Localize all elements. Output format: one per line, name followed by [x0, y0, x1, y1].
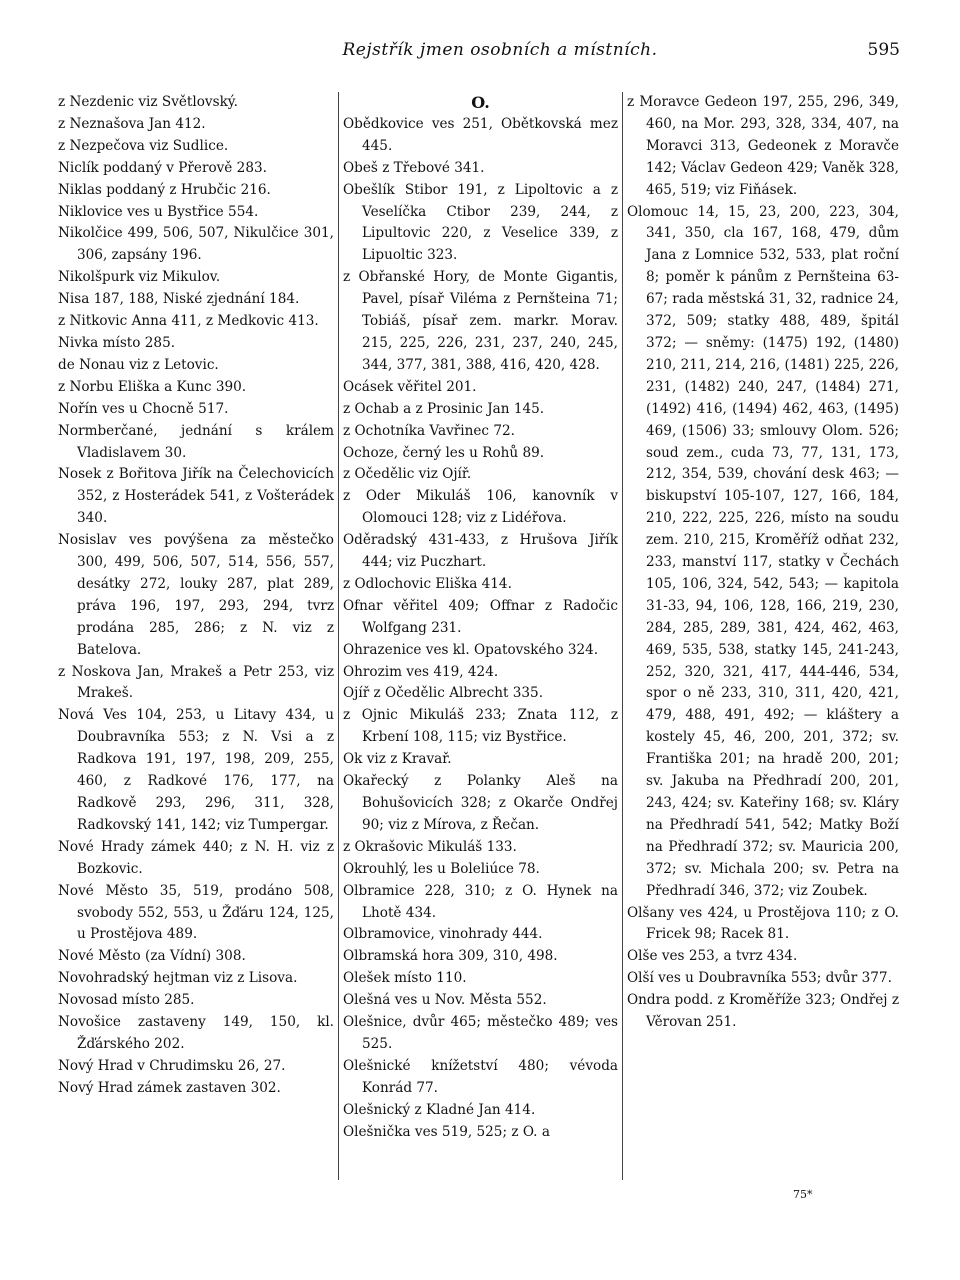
index-column-1: [58, 92, 334, 1100]
index-entry: Niclík poddaný v Přerově 283.: [58, 159, 267, 176]
index-entry: Oděradský 431-433, z Hrušova Jiřík 444; viz Puczhart.: [343, 532, 618, 571]
index-entry: Nové Hrady zámek 440; z N. H. viz z Bozkovic.: [58, 838, 334, 877]
index-entry: Ondra podd. z Kroměříže 323; Ondřej z Věrovan 251.: [627, 992, 899, 1031]
index-entry: Nivka místo 285.: [58, 334, 176, 351]
index-entry: Olešná ves u Nov. Města 552.: [343, 992, 547, 1009]
index-entry: Nový Hrad zámek zastaven 302.: [58, 1079, 281, 1096]
index-column-3: [627, 92, 899, 1034]
index-entry: Obešlík Stibor 191, z Lipoltovic a z Veselíčka Ctibor 239, 244, z Lipultovic 220, z Veselice 339, z Lipuoltic 323.: [343, 181, 618, 264]
index-entry: z Odlochovic Eliška 414.: [343, 575, 512, 592]
column-divider: [622, 92, 623, 1180]
index-entry: z Neznašova Jan 412.: [58, 115, 206, 132]
index-entry: Olešnice, dvůr 465; městečko 489; ves 525.: [343, 1014, 618, 1052]
index-entry: Nořín ves u Chocně 517.: [58, 400, 229, 417]
index-entry: Ocásek věřitel 201.: [343, 378, 477, 395]
index-entry: Olešnický z Kladné Jan 414.: [343, 1101, 536, 1118]
page-number: 595: [867, 40, 900, 60]
index-entry: Olší ves u Doubravníka 553; dvůr 377.: [627, 970, 892, 987]
index-column-2-entries: [343, 114, 618, 1144]
index-entry: Nové Město (za Vídní) 308.: [58, 948, 246, 965]
index-entry: Olšany ves 424, u Prostějova 110; z O. Fricek 98; Racek 81.: [627, 904, 899, 943]
index-entry: Olše ves 253, a tvrz 434.: [627, 948, 798, 965]
index-entry: de Nonau viz z Letovic.: [58, 356, 219, 373]
index-entry: Ohrozim ves 419, 424.: [343, 663, 499, 680]
index-entry: Ochoze, černý les u Rohů 89.: [343, 444, 545, 461]
index-entry: z Oder Mikuláš 106, kanovník v Olomouci 128; viz z Lidéřova.: [343, 488, 618, 527]
signature-mark: 75*: [793, 1188, 813, 1201]
index-entry: z Norbu Eliška a Kunc 390.: [58, 378, 247, 395]
index-entry: z Ojnic Mikuláš 233; Znata 112, z Krbení 108, 115; viz Bystřice.: [343, 707, 618, 746]
index-entry: z Nezpečova viz Sudlice.: [58, 137, 229, 154]
index-entry: Ofnar věřitel 409; Offnar z Radočic Wolfgang 231.: [343, 597, 618, 636]
index-entry: Olbramice 228, 310; z O. Hynek na Lhotě 434.: [343, 882, 618, 921]
index-entry: Ohrazenice ves kl. Opatovského 324.: [343, 641, 599, 658]
section-letter: O.: [471, 93, 490, 112]
index-entry: Ojíř z Očedělic Albrecht 335.: [343, 685, 544, 702]
index-entry: z Nezdenic viz Světlovský.: [58, 94, 238, 110]
index-entry: Niklovice ves u Bystřice 554.: [58, 203, 259, 220]
index-entry: z Obřanské Hory, de Monte Gigantis, Pavel, písař Viléma z Pernšteina 71; Tobiáš, písař zem. markr. Morav. 215, 225, 226, 231, 237, 240, 245, 344, 377, 381, 388, 416, 420, 428.: [343, 269, 618, 373]
index-entry: Nosislav ves povýšena za městečko 300, 499, 506, 507, 514, 556, 557, desátky 272, louky 287, plat 289, práva 196, 197, 293, 294, tvrz prodána 285, 286; z N. viz z Batelova.: [58, 532, 334, 658]
running-header: [0, 40, 960, 70]
index-entry: Nosek z Bořitova Jiřík na Čelechovicích 352, z Hosterádek 541, z Vošterádek 340.: [58, 466, 334, 527]
index-entry: Nové Město 35, 519, prodáno 508, svobody 552, 553, u Žďáru 124, 125, u Prostějova 489.: [58, 882, 334, 943]
index-entry: Obeš z Třebové 341.: [343, 159, 485, 176]
index-entry: z Nitkovic Anna 411, z Medkovic 413.: [58, 313, 319, 330]
header-title: Rejstřík jmen osobních a místních.: [342, 40, 658, 60]
index-entry: z Moravce Gedeon 197, 255, 296, 349, 460, na Mor. 293, 328, 334, 407, na Moravci 313, Gedeonek z Moravče 142; Václav Gedeon 429; Vaněk 328, 465, 519; viz Fiňásek.: [627, 94, 899, 198]
index-column-2: [343, 92, 618, 1144]
column-divider: [338, 92, 339, 1180]
index-entry: Nová Ves 104, 253, u Litavy 434, u Doubravníka 553; z N. Vsi a z Radkova 191, 197, 198, 209, 255, 460, z Radkové 176, 177, na Radkově 293, 296, 311, 328, Radkovský 141, 142; viz Tumpergar.: [58, 707, 334, 833]
index-entry: Olbramovice, vinohrady 444.: [343, 926, 543, 943]
index-entry: Olešek místo 110.: [343, 970, 467, 987]
index-entry: Olešnické knížetství 480; vévoda Konrád 77.: [343, 1057, 618, 1096]
index-entry: Novohradský hejtman viz z Lisova.: [58, 970, 298, 987]
index-entry: Okrouhlý, les u Boleliúce 78.: [343, 860, 540, 877]
index-entry: Niklas poddaný z Hrubčic 216.: [58, 181, 271, 198]
index-entry: z Okrašovic Mikuláš 133.: [343, 838, 517, 855]
index-entry: z Ochotníka Vavřinec 72.: [343, 422, 515, 439]
index-entry: Novošice zastaveny 149, 150, kl. Žďárského 202.: [58, 1014, 334, 1052]
index-entry: Normberčané, jednání s králem Vladislavem 30.: [58, 422, 334, 461]
index-entry: Novosad místo 285.: [58, 992, 195, 1009]
index-entry: Nikolčice 499, 506, 507, Nikulčice 301, 306, zapsány 196.: [58, 225, 334, 264]
index-entry: Nikolšpurk viz Mikulov.: [58, 269, 221, 286]
index-entry: Ok viz z Kravař.: [343, 751, 452, 768]
index-entry: Nový Hrad v Chrudimsku 26, 27.: [58, 1057, 286, 1074]
index-entry: Olešnička ves 519, 525; z O. a: [343, 1123, 550, 1140]
index-entry: z Noskova Jan, Mrakeš a Petr 253, viz Mrakeš.: [58, 663, 334, 702]
index-entry: Obědkovice ves 251, Obětkovská mez 445.: [343, 115, 618, 154]
index-entry: Okařecký z Polanky Aleš na Bohušovicích 328; z Okarče Ondřej 90; viz z Mírova, z Řečan.: [343, 773, 618, 833]
index-entry: z Očedělic viz Ojíř.: [343, 466, 472, 483]
index-entry: z Ochab a z Prosinic Jan 145.: [343, 400, 545, 417]
index-entry: Nisa 187, 188, Niské zjednání 184.: [58, 291, 300, 308]
index-entry: Olbramská hora 309, 310, 498.: [343, 948, 558, 965]
index-entry: Olomouc 14, 15, 23, 200, 223, 304, 341, 350, cla 167, 168, 479, dům Jana z Lomnice 532, 533, plat roční 8; poměr k pánům z Pernšteina 63-67; rada městská 31, 32, radnice 24, 372, 509; statky 488, 489, špitál 372; — sněmy: (1475) 192, (1480) 210, 211, 214, 216, (1481) 225, 226, 231, (1482) 240, 247, (1484) 271, (1492) 416, (1494) 462, 463, (1495) 469, (1506) 33; smlouvy Olom. 526; soud zem., cuda 73, 77, 131, 173, 212, 354, 539, chování desk 463; — biskupství 105-107, 127, 166, 184, 210, 222, 225, 226, místo na soudu zem. 210, 215, Kroměříž odňat 232, 233, manství 117, statky v Čechách 105, 106, 324, 542, 543; — kapitola 31-33, 94, 106, 128, 166, 219, 230, 284, 285, 289, 381, 424, 462, 463, 469, 535, 538, statky 145, 241-243, 252, 320, 321, 417, 444-446, 534, spor o ně 233, 310, 311, 420, 421, 479, 488, 491, 492; — kláštery a kostely 45, 46, 200, 201, 372; sv. Františka 201; na hradě 200, 201; sv. Jakuba na Předhradí 200, 201, 243, 424; sv. Kateřiny 168; sv. Kláry na Předhradí 541, 542; Matky Boží na Předhradí 372; sv. Mauricia 200, 372; sv. Michala 200; sv. Petra na Předhradí 346, 372; viz Zoubek.: [627, 203, 899, 899]
